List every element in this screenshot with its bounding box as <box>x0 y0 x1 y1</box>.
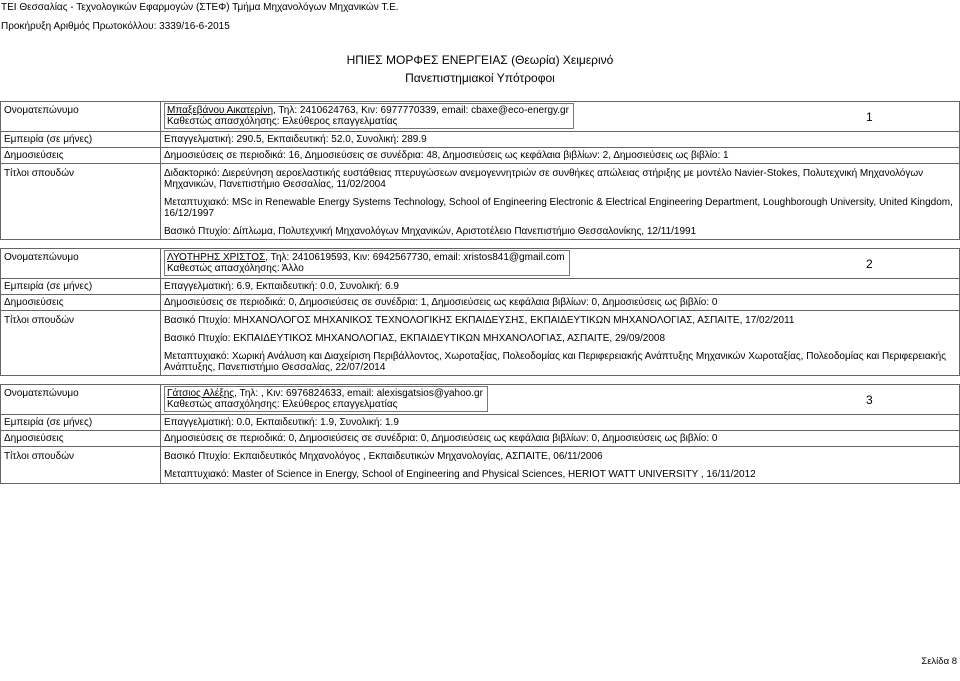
candidate-degrees <box>161 311 959 375</box>
candidate-contact: , Τηλ: 2410619593, Κιν: 6942567730, email: xristos841@gmail.com <box>265 252 565 263</box>
degrees-row <box>1 163 959 239</box>
candidate-experience: Επαγγελματική: 0.0, Εκπαιδευτική: 1.9, Συνολική: 1.9 <box>164 417 399 428</box>
candidate-name-line <box>167 105 569 116</box>
label-degrees: Τίτλοι σπουδών <box>1 164 161 239</box>
degree-entry: Μεταπτυχιακό: Master of Science in Energy, School of Engineering and Physical Sciences, HERIOT WATT UNIVERSITY , 16/11/2012 <box>164 469 756 480</box>
candidate-employment: Καθεστώς απασχόλησης: Ελεύθερος επαγγελματίας <box>167 399 398 410</box>
publications-row <box>1 294 959 310</box>
candidate-name: Γάτσιος Αλέξης <box>167 388 235 399</box>
candidate-name-line <box>167 252 565 263</box>
name-cell <box>161 102 959 131</box>
degree-entry: Μεταπτυχιακό: Χωρική Ανάλυση και Διαχείριση Περιβάλλοντος, Χωροταξίας, Πολεοδομίας και Περιφερειακής Ανάπτυξης Μηχανικών Χωροταξίας, Πολεοδομίας και Περιφερειακής Ανάπτυξης, Πανεπιστήμιο Θεσσαλίας, 22/07/2014 <box>164 351 947 373</box>
candidate-degrees <box>161 447 959 483</box>
header-institution: ΤΕΙ Θεσσαλίας - Τεχνολογικών Εφαρμογών (ΣΤΕΦ) Τμήμα Μηχανολόγων Μηχανικών Τ.Ε. <box>1 2 399 13</box>
candidate-rank: 3 <box>866 393 873 407</box>
page-number: Σελίδα 8 <box>921 656 957 667</box>
candidate-block <box>0 101 960 240</box>
candidate-experience: Επαγγελματική: 6.9, Εκπαιδευτική: 0.0, Συνολική: 6.9 <box>164 281 399 292</box>
candidate-rank: 1 <box>866 110 873 124</box>
label-name: Ονοματεπώνυμο <box>1 385 161 414</box>
experience-row <box>1 414 959 430</box>
candidate-publications: Δημοσιεύσεις σε περιοδικά: 0, Δημοσιεύσεις σε συνέδρια: 1, Δημοσιεύσεις ως κεφάλαια βιβλίων: 0, Δημοσιεύσεις ως βιβλίο: 0 <box>164 297 718 308</box>
candidate-block <box>0 248 960 376</box>
candidate-degrees <box>161 164 959 239</box>
name-cell <box>161 249 959 278</box>
candidate-publications: Δημοσιεύσεις σε περιοδικά: 16, Δημοσιεύσεις σε συνέδρια: 48, Δημοσιεύσεις ως κεφάλαια βιβλίων: 2, Δημοσιεύσεις ως βιβλίο: 1 <box>164 150 729 161</box>
name-row <box>1 385 959 414</box>
candidate-name: Μπαξεβάνου Αικατερίνη <box>167 105 274 116</box>
degree-entry: Μεταπτυχιακό: MSc in Renewable Energy Systems Technology, School of Engineering Electronic & Electrical Engineering Department, Loughborough University, United Kingdom, 16/12/1997 <box>164 197 953 219</box>
degree-entry: Βασικό Πτυχίο: ΜΗΧΑΝΟΛΟΓΟΣ ΜΗΧΑΝΙΚΟΣ ΤΕΧΝΟΛΟΓΙΚΗΣ ΕΚΠΑΙΔΕΥΣΗΣ, ΕΚΠΑΙΔΕΥΤΙΚΩΝ ΜΗΧΑΝΟΛΟΓΙΑΣ, ΑΣΠΑΙΤΕ, 17/02/2011 <box>164 315 795 326</box>
degree-entry: Διδακτορικό: Διερεύνηση αεροελαστικής ευστάθειας πτερυγώσεων ανεμογεννητριών σε συνθήκες απώλειας στήριξης με μοντέλο Navier-Stokes, Πολυτεχνική Μηχανολόγων Μηχανικών, Πανεπιστήμιο Θεσσαλίας, 11/02/2004 <box>164 168 924 190</box>
label-experience: Εμπειρία (σε μήνες) <box>1 132 161 147</box>
name-row <box>1 102 959 131</box>
candidate-contact: , Τηλ: , Κιν: 6976824633, email: alexisgatsios@yahoo.gr <box>234 388 483 399</box>
name-cell <box>161 385 959 414</box>
label-publications: Δημοσιεύσεις <box>1 431 161 446</box>
experience-row <box>1 278 959 294</box>
label-experience: Εμπειρία (σε μήνες) <box>1 279 161 294</box>
degree-entry: Βασικό Πτυχίο: Εκπαιδευτικός Μηχανολόγος , Εκπαιδευτικών Μηχανολογίας, ΑΣΠΑΙΤΕ, 06/11/2006 <box>164 451 603 462</box>
candidate-name-box <box>164 250 570 276</box>
degrees-row <box>1 446 959 483</box>
candidate-employment: Καθεστώς απασχόλησης: Ελεύθερος επαγγελματίας <box>167 116 398 127</box>
candidate-name-box <box>164 386 488 412</box>
candidate-employment: Καθεστώς απασχόλησης: Άλλο <box>167 263 304 274</box>
label-name: Ονοματεπώνυμο <box>1 102 161 131</box>
publications-row <box>1 430 959 446</box>
degree-entry: Βασικό Πτυχίο: ΕΚΠΑΙΔΕΥΤΙΚΟΣ ΜΗΧΑΝΟΛΟΓΙΑΣ, ΕΚΠΑΙΔΕΥΤΙΚΩΝ ΜΗΧΑΝΟΛΟΓΙΑΣ, ΑΣΠΑΙΤΕ, 29/09/2008 <box>164 333 666 344</box>
label-name: Ονοματεπώνυμο <box>1 249 161 278</box>
candidate-list <box>0 101 960 492</box>
label-degrees: Τίτλοι σπουδών <box>1 447 161 483</box>
candidate-name-line <box>167 388 483 399</box>
publications-row <box>1 147 959 163</box>
degree-entry: Βασικό Πτυχίο: Δίπλωμα, Πολυτεχνική Μηχανολόγων Μηχανικών, Αριστοτέλειο Πανεπιστήμιο Θεσσαλονίκης, 12/11/1991 <box>164 226 697 237</box>
candidate-block <box>0 384 960 484</box>
label-publications: Δημοσιεύσεις <box>1 295 161 310</box>
label-publications: Δημοσιεύσεις <box>1 148 161 163</box>
experience-row <box>1 131 959 147</box>
page-title: ΗΠΙΕΣ ΜΟΡΦΕΣ ΕΝΕΡΓΕΙΑΣ (Θεωρία) Χειμερινό <box>346 53 614 67</box>
candidate-name-box <box>164 103 574 129</box>
candidate-name: ΛΥΟΤΗΡΗΣ ΧΡΙΣΤΟΣ <box>167 252 266 263</box>
candidate-experience: Επαγγελματική: 290.5, Εκπαιδευτική: 52.0, Συνολική: 289.9 <box>164 134 427 145</box>
candidate-rank: 2 <box>866 257 873 271</box>
label-experience: Εμπειρία (σε μήνες) <box>1 415 161 430</box>
degrees-row <box>1 310 959 375</box>
name-row <box>1 249 959 278</box>
candidate-publications: Δημοσιεύσεις σε περιοδικά: 0, Δημοσιεύσεις σε συνέδρια: 0, Δημοσιεύσεις ως κεφάλαια βιβλίων: 0, Δημοσιεύσεις ως βιβλίο: 0 <box>164 433 718 444</box>
header-announcement: Προκήρυξη Αριθμός Πρωτοκόλλου: 3339/16-6-2015 <box>1 21 230 32</box>
page-subtitle: Πανεπιστημιακοί Υπότροφοι <box>405 71 555 85</box>
candidate-contact: , Τηλ: 2410624763, Κιν: 6977770339, email: cbaxe@eco-energy.gr <box>273 105 569 116</box>
label-degrees: Τίτλοι σπουδών <box>1 311 161 375</box>
